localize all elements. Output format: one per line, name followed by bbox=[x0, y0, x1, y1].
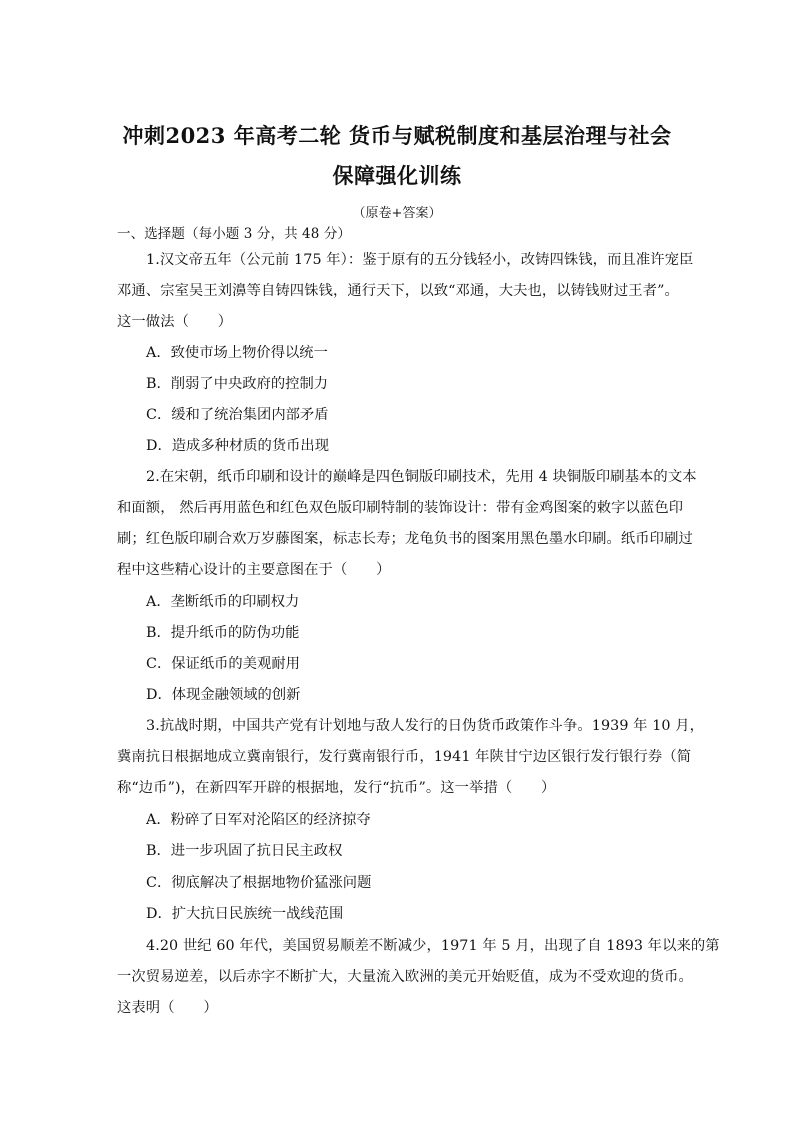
question-2-line-2: 和面额， 然后再用蓝色和红色双色版印刷特制的装饰设计：带有金鸡图案的敕字以蓝色印 bbox=[117, 500, 684, 516]
question-3-option-b: B．进一步巩固了抗日民主政权 bbox=[146, 843, 343, 859]
question-2-option-c: C．保证纸币的美观耐用 bbox=[146, 656, 300, 672]
question-3-line-2: 冀南抗日根据地成立冀南银行，发行冀南银行币，1941 年陕甘宁边区银行发行银行券（简 bbox=[117, 749, 692, 765]
question-1-line-3: 这一做法（ ） bbox=[117, 314, 233, 330]
question-2-option-d: D．体现金融领域的创新 bbox=[146, 687, 301, 703]
title-line-2: 保障强化训练 bbox=[332, 163, 462, 188]
title-line-1: 冲刺2023 年高考二轮 货币与赋税制度和基层治理与社会 bbox=[122, 123, 672, 148]
question-2-option-a: A．垄断纸币的印刷权力 bbox=[146, 594, 300, 610]
question-1-option-a: A．致使市场上物价得以统一 bbox=[146, 345, 328, 361]
question-1-option-d: D．造成多种材质的货币出现 bbox=[146, 438, 330, 454]
question-2-line-3: 刷；红色版印刷合欢万岁藤图案，标志长寿；龙龟负书的图案用黑色墨水印刷。纸币印刷过 bbox=[117, 531, 693, 547]
question-2-line-1: 2.在宋朝，纸币印刷和设计的巅峰是四色铜版印刷技术，先用 4 块铜版印刷基本的文本 bbox=[146, 469, 697, 485]
question-2-line-4: 程中这些精心设计的主要意图在于（ ） bbox=[117, 562, 391, 578]
question-4-line-1: 4.20 世纪 60 年代，美国贸易顺差不断减少，1971 年 5 月，出现了自 1893 年以来的第 bbox=[146, 938, 720, 954]
question-4-line-2: 一次贸易逆差，以后赤字不断扩大，大量流入欧洲的美元开始贬值，成为不受欢迎的货币。 bbox=[117, 969, 693, 985]
question-1-line-2: 邓通、宗室吴王刘濞等自铸四铢钱，通行天下，以致“邓通，大夫也，以铸钱财过王者”。 bbox=[117, 283, 679, 299]
question-1-option-b: B．削弱了中央政府的控制力 bbox=[146, 376, 329, 392]
question-3-option-c: C．彻底解决了根据地物价猛涨问题 bbox=[146, 875, 372, 891]
subtitle: （原卷+答案） bbox=[352, 206, 442, 221]
question-3-option-a: A．粉碎了日军对沦陷区的经济掠夺 bbox=[146, 812, 371, 828]
question-2-option-b: B．提升纸币的防伪功能 bbox=[146, 625, 300, 641]
question-3-line-1: 3.抗战时期，中国共产党有计划地与敌人发行的日伪货币政策作斗争。1939 年 10 月， bbox=[146, 718, 705, 734]
question-3-option-d: D．扩大抗日民族统一战线范围 bbox=[146, 906, 344, 922]
section-heading: 一、选择题（每小题 3 分，共 48 分） bbox=[117, 226, 352, 242]
question-3-line-3: 称“边币”)，在新四军开辟的根据地，发行“抗币”。这一举措（ ） bbox=[117, 780, 556, 796]
question-1-line-1: 1.汉文帝五年（公元前 175 年）：鉴于原有的五分钱轻小，改铸四铢钱，而且准许宠臣 bbox=[146, 252, 694, 268]
question-4-line-3: 这表明（ ） bbox=[117, 1000, 218, 1016]
question-1-option-c: C．缓和了统治集团内部矛盾 bbox=[146, 407, 329, 423]
